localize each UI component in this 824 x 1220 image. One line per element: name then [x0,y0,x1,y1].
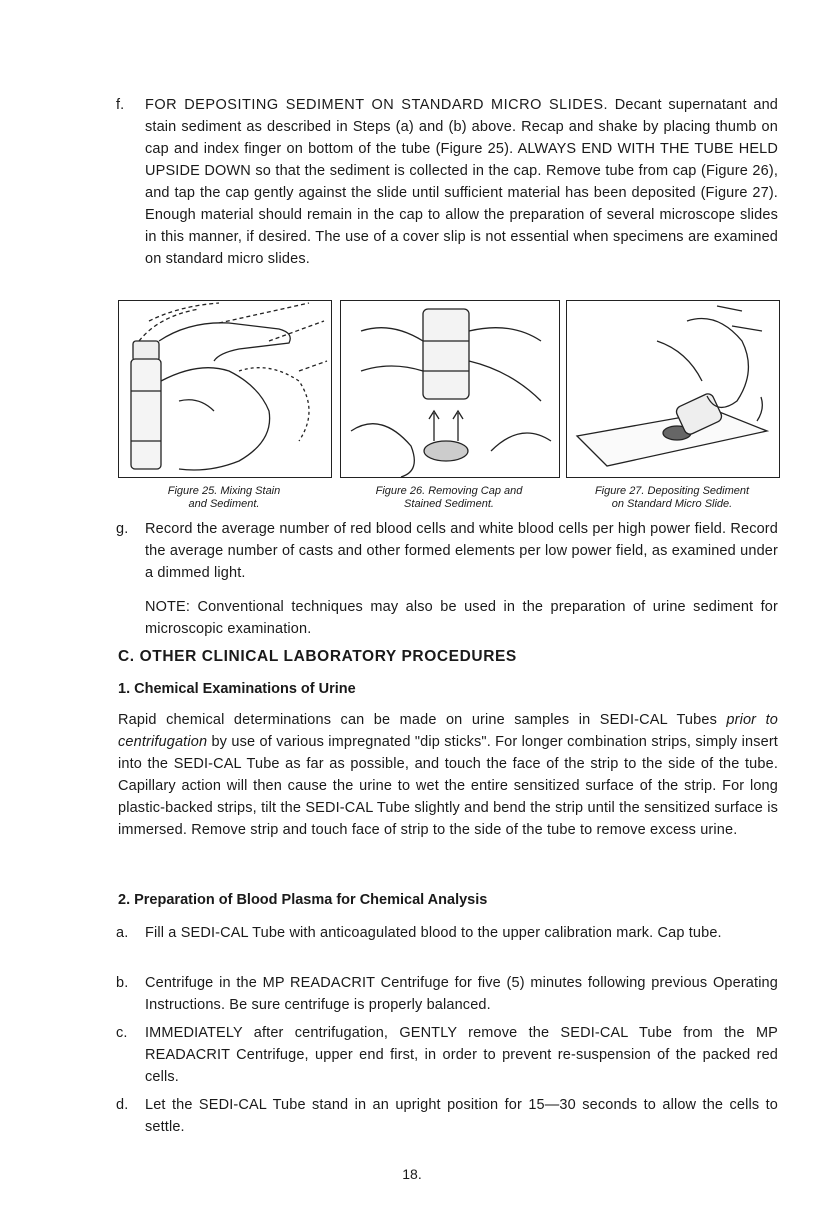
section-c-heading: C. OTHER CLINICAL LABORATORY PROCEDURES [118,648,517,665]
figure-27-image [566,300,780,478]
section-f-body-a: Decant supernatant and stain sediment as described in Steps (a) and (b) above. Recap and shake by placing thumb on cap and index finger on bottom of the tube (Figure 25). [145,97,779,157]
step-a-marker: a. [116,925,129,941]
step-a [116,922,778,944]
step-c-text: IMMEDIATELY after centrifugation, GENTLY remove the SEDI-CAL Tube from the MP READACRIT Centrifuge, upper end first, in order to prevent re-suspension of the packed red cells. [145,1025,778,1085]
figure-26-caption [340,485,558,511]
subsection-1-text-b: by use of various impregnated "dip sticks". For longer combination strips, simply insert into the SEDI-CAL Tube as far as possible, and touch the face of the strip to the side of the tube. Capillary action will then cause the urine to wet the entire sensitized surface of the strip. For long plastic-backed strips, tilt the SEDI-CAL Tube slightly and bend the strip until the sensitized surface is immersed. Remove strip and touch face of strip to the side of the tube to remove excess urine. [118,734,778,838]
step-a-text: Fill a SEDI-CAL Tube with anticoagulated blood to the upper calibration mark. Cap tube. [145,925,722,941]
section-g [116,518,778,584]
subsection-1-text [118,709,778,841]
section-g-marker: g. [116,521,129,537]
figure-25-caption [118,485,330,511]
figure-27-caption-line1: Figure 27. Depositing Sediment [594,485,750,497]
subsection-1-text-a: Rapid chemical determinations can be made on urine samples in SEDI-CAL Tubes [118,712,727,728]
subsection-2-heading: 2. Preparation of Blood Plasma for Chemical Analysis [118,892,488,908]
subsection-1-emphasis: prior to centrifugation [118,712,778,750]
section-f [116,94,778,270]
step-b-marker: b. [116,975,129,991]
subsection-1-heading: 1. Chemical Examinations of Urine [118,681,356,697]
step-d-text: Let the SEDI-CAL Tube stand in an upright position for 15—30 seconds to allow the cells to settle. [145,1097,778,1135]
step-b [116,972,778,1016]
figure-26-caption-line1: Figure 26. Removing Cap and [375,485,523,497]
step-d-marker: d. [116,1097,129,1113]
section-f-text [145,94,778,270]
figure-25-caption-line1: Figure 25. Mixing Stain [167,485,281,497]
figure-25-illustration [119,301,331,477]
section-g-note-text: NOTE: Conventional techniques may also be used in the preparation of urine sediment for microscopic examination. [145,599,778,637]
section-g-note [145,596,778,640]
subsection-1-paragraph [118,709,778,841]
step-c [116,1022,778,1088]
section-g-text: Record the average number of red blood cells and white blood cells per high power field. Record the average number of casts and other formed elements per low power field, as examined under a dimmed light. [145,521,778,581]
figure-27-caption-line2: on Standard Micro Slide. [611,498,733,510]
figure-26-caption-line2: Stained Sediment. [404,498,494,510]
section-f-heading: FOR DEPOSITING SEDIMENT ON STANDARD MICRO SLIDES. [145,97,609,113]
step-d [116,1094,778,1138]
step-b-text: Centrifuge in the MP READACRIT Centrifuge for five (5) minutes following previous Operating Instructions. Be sure centrifuge is properly balanced. [145,975,778,1013]
figure-26-image [340,300,560,478]
figure-25-image [118,300,332,478]
section-f-body-b: so that the sediment is collected in the cap. Remove tube from cap (Figure 26), and tap the cap gently against the slide until sufficient material has been deposited (Figure 27). Enough material should remain in the cap to allow the preparation of several microscope slides in this manner, if desired. The use of a cover slip is not essential when specimens are examined on standard micro slides. [145,163,778,267]
page-number: 18. [402,1166,422,1182]
figure-25-caption-line2: and Sediment. [188,498,260,510]
figure-27-caption [566,485,778,511]
section-f-marker: f. [116,97,125,113]
figure-26-illustration [341,301,559,477]
section-f-emphasis: ALWAYS END WITH THE TUBE HELD UPSIDE DOWN [145,141,778,179]
figure-27-illustration [567,301,779,477]
step-c-marker: c. [116,1025,128,1041]
